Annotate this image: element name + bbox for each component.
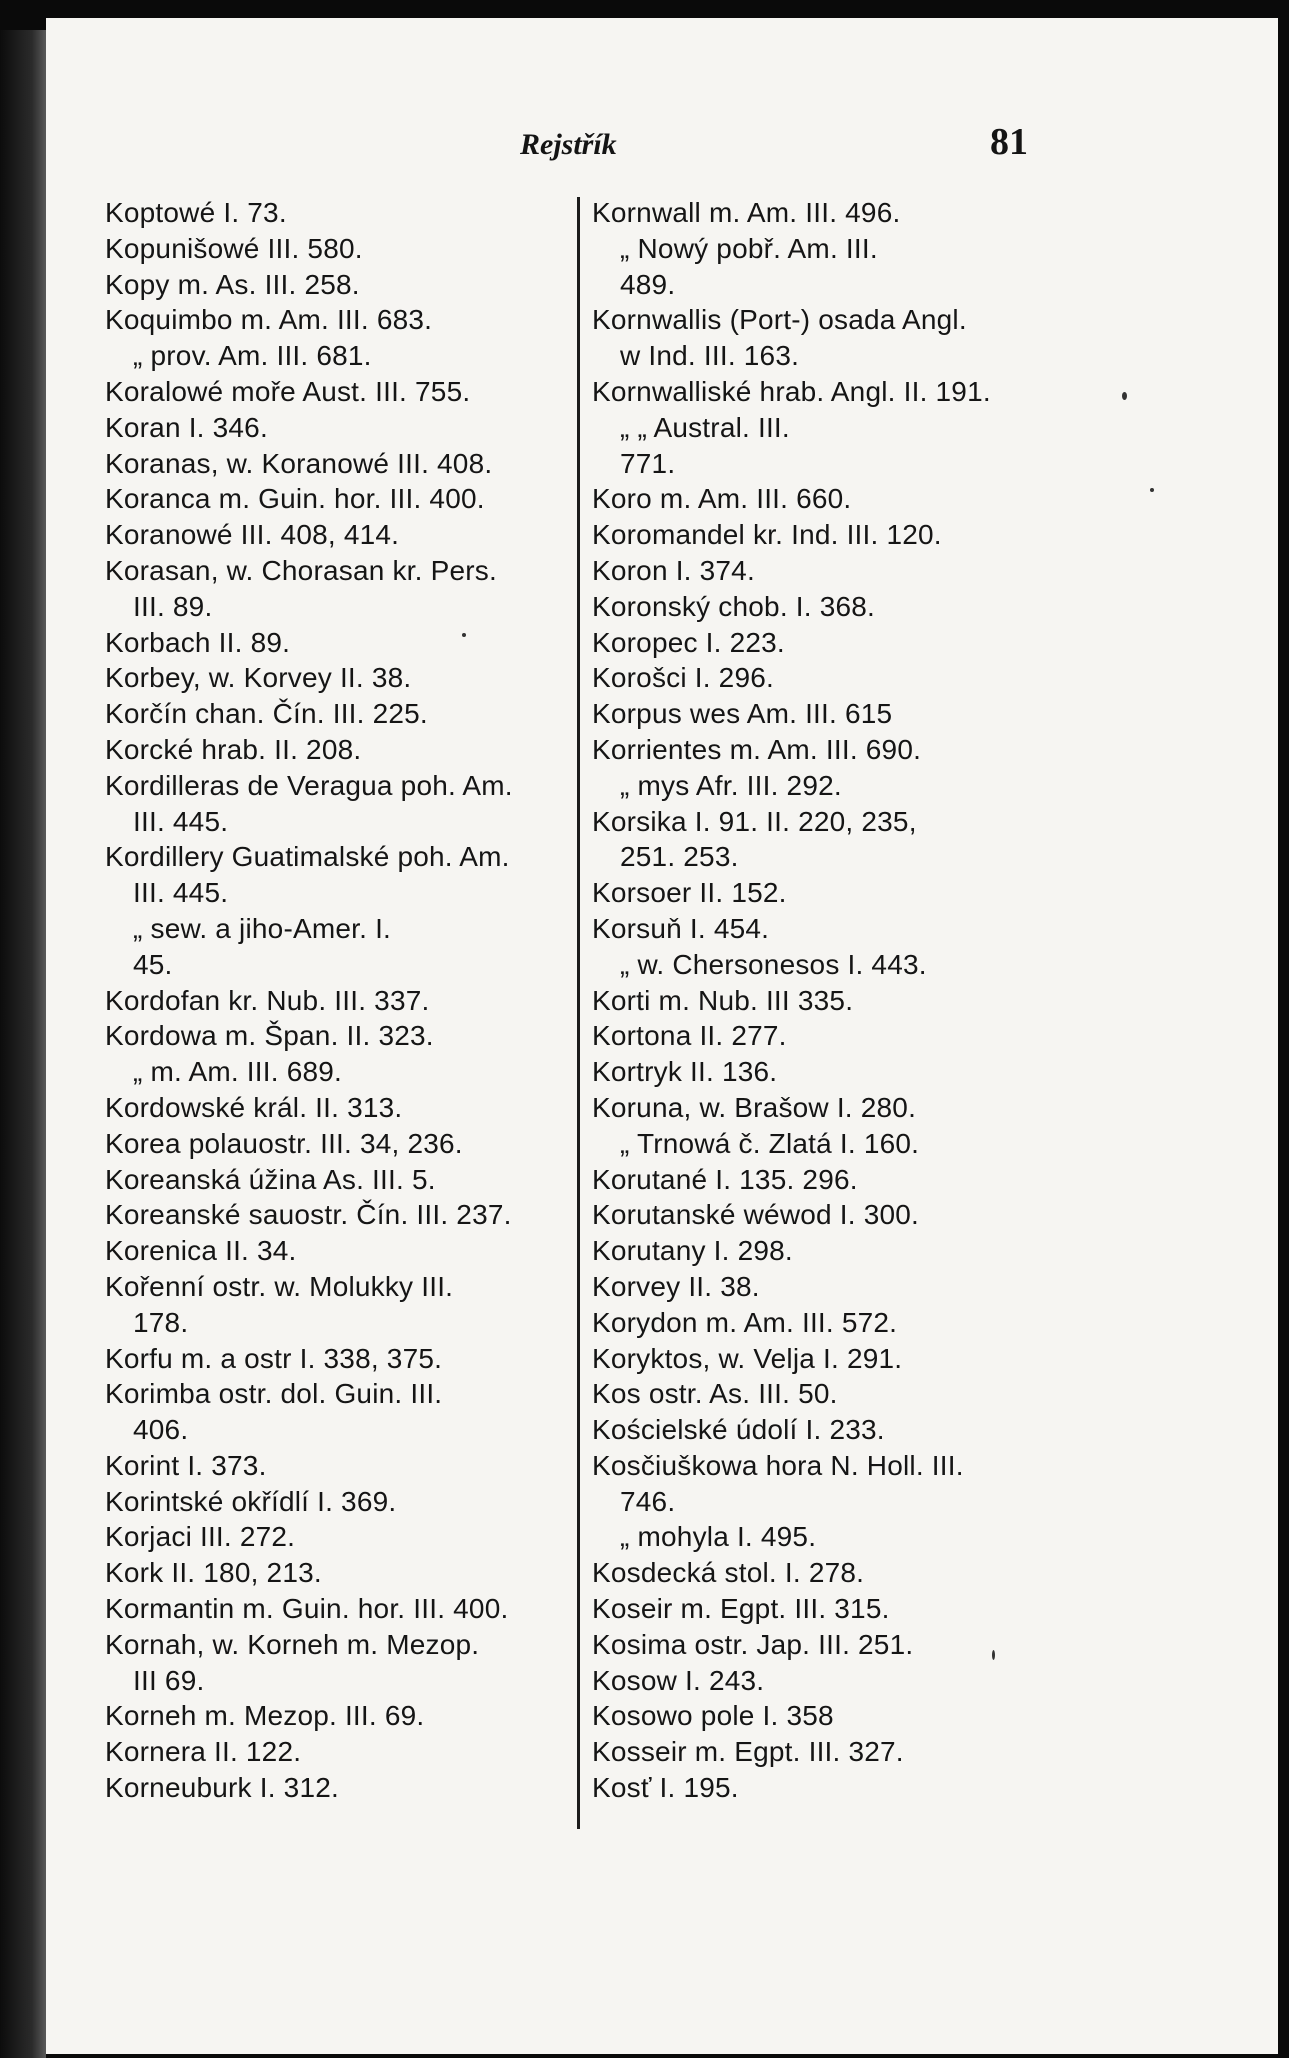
index-entry: „ „ Austral. III.: [620, 411, 790, 443]
index-entry: Kornwall m. Am. III. 496.: [592, 197, 901, 228]
index-entry: 489.: [620, 268, 676, 300]
index-entry: 771.: [620, 447, 676, 479]
index-entry: Korenica II. 34.: [105, 1235, 297, 1267]
index-entry: Koron I. 374.: [592, 554, 755, 586]
index-entry: Korneuburk I. 312.: [105, 1772, 339, 1804]
index-entry: Koreanská úžina As. III. 5.: [105, 1163, 436, 1195]
index-entry: Korasan, w. Chorasan kr. Pers.: [105, 554, 497, 586]
index-entry: „ m. Am. III. 689.: [133, 1056, 342, 1088]
index-entry: Korsuň I. 454.: [592, 912, 770, 944]
index-entry: „ Nowý pobř. Am. III.: [620, 232, 878, 264]
index-entry: Koquimbo m. Am. III. 683.: [105, 304, 433, 336]
index-entry: Koropec I. 223.: [592, 626, 785, 658]
column-divider: [577, 197, 580, 1829]
index-entry: Kopy m. As. III. 258.: [105, 268, 360, 300]
index-entry: Koranca m. Guin. hor. III. 400.: [105, 483, 485, 515]
index-entry: Korint I. 373.: [105, 1449, 267, 1481]
index-entry: Korbey, w. Korvey II. 38.: [105, 662, 412, 694]
index-entry: Koruna, w. Brašow I. 280.: [592, 1091, 917, 1123]
index-entry: Korfu m. a ostr I. 338, 375.: [105, 1342, 443, 1374]
scan-speck: [1122, 392, 1127, 400]
index-entry: Koptowé I. 73.: [105, 197, 287, 228]
index-entry: Korpus wes Am. III. 615: [592, 698, 893, 730]
index-entry: Kos ostr. As. III. 50.: [592, 1378, 838, 1410]
index-entry: Kornera II. 122.: [105, 1736, 302, 1768]
index-entry: Kornwallis (Port-) osada Angl.: [592, 304, 967, 336]
index-entry: Kordilleras de Veragua poh. Am.: [105, 769, 513, 801]
index-entry: Korsoer II. 152.: [592, 877, 787, 909]
index-column-right: [592, 195, 1047, 1806]
index-entry: III. 445.: [133, 877, 229, 909]
index-entry: 178.: [133, 1306, 189, 1338]
index-entry: Kordowa m. Špan. II. 323.: [105, 1020, 434, 1052]
index-entry: Kosdecká stol. I. 278.: [592, 1557, 865, 1589]
index-entry: Koran I. 346.: [105, 411, 268, 443]
index-entry: Kormantin m. Guin. hor. III. 400.: [105, 1593, 509, 1625]
index-entry: w Ind. III. 163.: [620, 340, 800, 372]
scan-speck: [462, 633, 466, 637]
index-entry: Kosow I. 243.: [592, 1664, 765, 1696]
index-entry: Korutanské wéwod I. 300.: [592, 1199, 919, 1231]
index-entry: Koromandel kr. Ind. III. 120.: [592, 519, 942, 551]
index-entry: Korimba ostr. dol. Guin. III.: [105, 1378, 443, 1410]
running-header-title: Rejstřík: [520, 128, 617, 161]
index-entry: 251. 253.: [620, 841, 739, 873]
index-entry: 746.: [620, 1485, 676, 1517]
index-entry: 45.: [133, 948, 173, 980]
scan-speck: [1150, 488, 1154, 492]
index-entry: Kortryk II. 136.: [592, 1056, 778, 1088]
index-entry: Korutany I. 298.: [592, 1235, 793, 1267]
index-column-left: [105, 195, 565, 1806]
index-entry: Korti m. Nub. III 335.: [592, 984, 854, 1016]
index-entry: Korydon m. Am. III. 572.: [592, 1306, 898, 1338]
index-entry: Kornah, w. Korneh m. Mezop.: [105, 1628, 480, 1660]
index-entry: Kosť I. 195.: [592, 1772, 739, 1804]
index-entry: Koseir m. Egpt. III. 315.: [592, 1593, 890, 1625]
index-entry: Koro m. Am. III. 660.: [592, 483, 852, 515]
index-entry: Koreanské sauostr. Čín. III. 237.: [105, 1199, 512, 1231]
index-entry: Kościelské údolí I. 233.: [592, 1414, 885, 1446]
index-entry: Kosima ostr. Jap. III. 251.: [592, 1628, 914, 1660]
index-entry: Korneh m. Mezop. III. 69.: [105, 1700, 425, 1732]
index-entry: Korea polauostr. III. 34, 236.: [105, 1127, 463, 1159]
index-entry: „ w. Chersonesos I. 443.: [620, 948, 927, 980]
index-entry: Koranas, w. Koranowé III. 408.: [105, 447, 493, 479]
index-entry: „ Trnowá č. Zlatá I. 160.: [620, 1127, 920, 1159]
index-entry: Kosowo pole I. 358: [592, 1700, 834, 1732]
index-entry: Koranowé III. 408, 414.: [105, 519, 400, 551]
index-entry: Kosčiuškowa hora N. Holl. III.: [592, 1449, 964, 1481]
index-entry: Kornwalliské hrab. Angl. II. 191.: [592, 375, 991, 407]
scan-speck: [992, 1650, 995, 1660]
index-entry: Korvey II. 38.: [592, 1270, 760, 1302]
index-entry: III. 445.: [133, 805, 229, 837]
index-entry: Koryktos, w. Velja I. 291.: [592, 1342, 903, 1374]
index-entry: Korjaci III. 272.: [105, 1521, 296, 1553]
index-entry: „ sew. a jiho-Amer. I.: [133, 912, 392, 944]
index-entry: „ mys Afr. III. 292.: [620, 769, 842, 801]
index-entry: III 69.: [133, 1664, 205, 1696]
index-entry: Kortona II. 277.: [592, 1020, 787, 1052]
index-entry: Korčín chan. Čín. III. 225.: [105, 698, 428, 730]
index-entry: Kordillery Guatimalské poh. Am.: [105, 841, 510, 873]
index-entry: Korošci I. 296.: [592, 662, 774, 694]
scan-binding-shadow: [0, 30, 46, 2058]
index-entry: Korsika I. 91. II. 220, 235,: [592, 805, 917, 837]
index-entry: Korintské okřídlí I. 369.: [105, 1485, 397, 1517]
page-number: 81: [990, 121, 1028, 163]
index-entry: Kordofan kr. Nub. III. 337.: [105, 984, 430, 1016]
scan-top-edge: [0, 0, 1289, 18]
index-entry: Kopunišowé III. 580.: [105, 232, 363, 264]
index-entry: Kosseir m. Egpt. III. 327.: [592, 1736, 904, 1768]
index-entry: III. 89.: [133, 590, 213, 622]
index-entry: „ mohyla I. 495.: [620, 1521, 817, 1553]
index-entry: Kork II. 180, 213.: [105, 1557, 322, 1589]
index-entry: 406.: [133, 1414, 189, 1446]
index-entry: Korutané I. 135. 296.: [592, 1163, 858, 1195]
index-entry: Korcké hrab. II. 208.: [105, 733, 362, 765]
index-entry: Koronský chob. I. 368.: [592, 590, 876, 622]
index-entry: „ prov. Am. III. 681.: [133, 340, 372, 372]
index-entry: Korbach II. 89.: [105, 626, 291, 658]
index-entry: Kordowské král. II. 313.: [105, 1091, 403, 1123]
index-entry: Korrientes m. Am. III. 690.: [592, 733, 922, 765]
index-entry: Koralowé moře Aust. III. 755.: [105, 375, 471, 407]
index-entry: Kořenní ostr. w. Molukky III.: [105, 1270, 454, 1302]
